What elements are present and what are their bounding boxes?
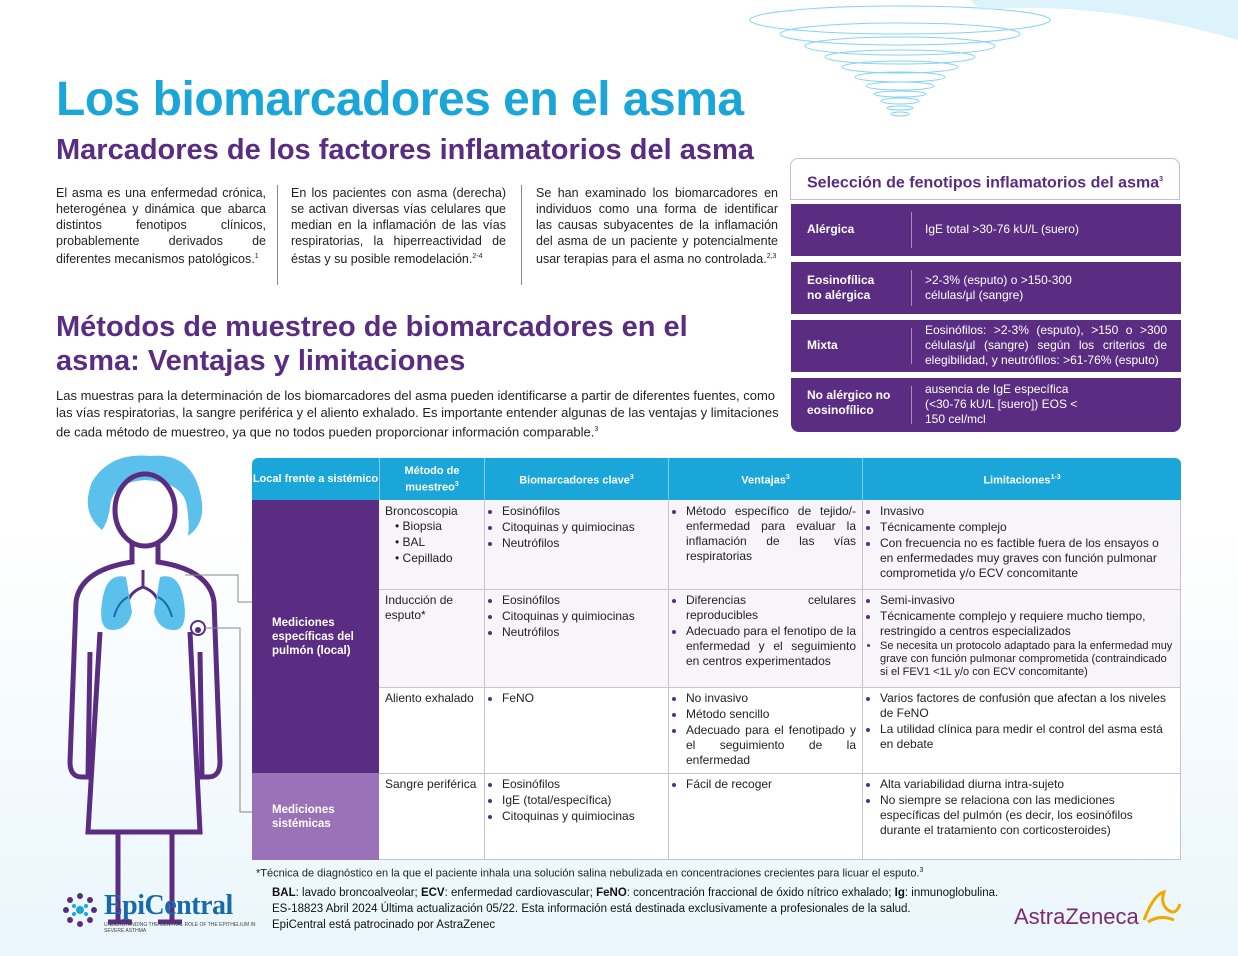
biomarker-item: • Eosinófilos	[502, 777, 662, 792]
table-header	[668, 458, 862, 500]
column-divider	[521, 185, 522, 285]
body-silhouette-icon	[40, 452, 265, 932]
phenotype-row	[791, 320, 1181, 372]
intro-column-3-text: Se han examinado los biomarcadores en individuos como una forma de identificar las causas subyacentes de la inflamación del asma de un paciente y potencialmente usar terapias para el asma no controlada.	[536, 186, 778, 267]
epicentral-name: EpiCentral	[104, 890, 233, 921]
grid-line	[379, 589, 1181, 590]
header-label: Limitaciones	[983, 474, 1051, 487]
ref: 1-3	[1050, 473, 1061, 481]
limitation-item: • Semi-invasivo	[880, 593, 1175, 608]
method-item: • Biopsia	[395, 519, 442, 533]
phenotype-panel-header	[790, 158, 1180, 200]
table-header	[862, 458, 1181, 500]
group-label: Mediciones sistémicas	[272, 803, 335, 830]
limitation-item: • No siempre se relaciona con las mediciones específicas del pulmón (es decir, los eosinófilos durante el tratamiento con corticosteroides)	[880, 793, 1175, 838]
section-title-markers: Marcadores de los factores inflamatorios del asma	[56, 134, 754, 166]
method-cell	[379, 773, 484, 860]
biomarkers-cell	[484, 500, 668, 589]
method-name: Aliento exhalado	[385, 691, 474, 705]
intro-column-3	[536, 185, 778, 267]
grid-line	[379, 859, 1181, 860]
ref: 3	[1159, 176, 1163, 183]
phenotype-divider	[911, 270, 912, 306]
phenotype-row	[791, 262, 1181, 314]
abbrev-def: concentración fraccional de óxido nítrico exhalado;	[633, 887, 895, 899]
biomarker-item: • Neutrófilos	[502, 536, 662, 551]
phenotype-divider	[911, 212, 912, 248]
abbrev-term: ECV	[420, 887, 445, 899]
header-text	[741, 471, 790, 488]
astrazeneca-mark-icon	[1140, 890, 1182, 926]
sponsor-line: EpiCentral está patrocinado por AstraZenec	[272, 919, 496, 931]
group-label: Mediciones específicas del pulmón (local)	[272, 616, 354, 657]
limitation-item: • Técnicamente complejo y requiere mucho tiempo, restringido a centros especializados	[880, 609, 1175, 639]
phenotype-value: >2-3% (esputo) o >150-300 células/µl (sangre)	[925, 273, 1072, 302]
phenotype-divider	[911, 328, 912, 364]
limitation-item: • Con frecuencia no es factible fuera de los ensayos o en enfermedades muy graves con función pulmonar comprometida y/o ECV concomitante	[880, 536, 1175, 581]
phenotype-name: Mixta	[807, 338, 838, 352]
column-divider	[277, 185, 278, 285]
header-label: Biomarcadores clave	[519, 474, 630, 487]
limitation-item: • Se necesita un protocolo adaptado para la enfermedad muy grave con función pulmonar comprometida (contraindicado si el FEV1 <1L y/o con ECV concomitante)	[880, 640, 1175, 679]
limitation-item: • Alta variabilidad diurna intra-sujeto	[880, 777, 1175, 792]
limitation-item: • Técnicamente complejo	[880, 520, 1175, 535]
header-text	[519, 471, 634, 488]
header-label: Ventajas	[741, 474, 786, 487]
grid-line	[862, 500, 863, 860]
biomarker-item: • Citoquinas y quimiocinas	[502, 809, 662, 824]
phenotype-name: Eosinofílica no alérgica	[807, 273, 875, 302]
ref: 1	[254, 253, 259, 260]
footnote-text: *Técnica de diagnóstico en la que el paciente inhala una solución salina nebulizada en concentraciones crecientes para licuar el esputo.	[256, 867, 920, 880]
method-cell	[379, 687, 484, 773]
footnote	[256, 867, 923, 880]
method-item-text: Biopsia	[402, 519, 442, 533]
ref: 3	[785, 473, 790, 481]
epicentral-dots-icon	[60, 890, 100, 930]
group-local	[252, 500, 379, 773]
biomarkers-cell	[484, 687, 668, 773]
phenotype-value: Eosinófilos: >2-3% (esputo), >150 o >300 células/µl (sangre) según los criterios de elegibilidad, y neutrófilos: >61-76% (esputo)	[925, 323, 1167, 367]
method-item-text: Cepillado	[402, 551, 453, 565]
abbrev-def: lavado broncoalveolar;	[302, 887, 421, 899]
intro-column-2	[291, 185, 506, 267]
table-header	[379, 458, 484, 500]
ref: 2-4	[472, 253, 483, 260]
method-item: • Cepillado	[395, 551, 453, 565]
abbreviations: BAL: lavado broncoalveolar; ECV: enfermedad cardiovascular; FeNO: concentración fraccional de óxido nítrico exhalado; Ig: inmunoglobulina.	[272, 887, 999, 899]
advantages-cell	[668, 773, 862, 860]
phenotype-name: No alérgico no eosinofílico	[807, 388, 891, 417]
abbrev-term: Ig	[894, 887, 905, 899]
methods-intro	[56, 387, 781, 440]
limitations-cell	[862, 500, 1181, 589]
page-title: Los biomarcadores en el asma	[56, 73, 744, 126]
phenotype-title-text: Selección de fenotipos inflamatorios del asma	[807, 174, 1160, 192]
biomarker-item: • Citoquinas y quimiocinas	[502, 609, 662, 624]
methods-table	[252, 458, 1181, 860]
intro-column-1	[56, 185, 266, 267]
grid-line	[379, 687, 1181, 688]
limitations-cell	[862, 773, 1181, 860]
method-name: Sangre periférica	[385, 777, 477, 791]
phenotype-row	[791, 204, 1181, 256]
intro-column-2-text: En los pacientes con asma (derecha) se activan diversas vías celulares que median en la inflamación de las vías respiratorias, la hiperreactividad de éstas y su posible remodelación.	[291, 186, 506, 267]
swirl-graphic	[720, 0, 1238, 150]
method-cell	[379, 589, 484, 687]
phenotype-value: IgE total >30-76 kU/L (suero)	[925, 222, 1079, 236]
limitations-cell	[862, 687, 1181, 773]
biomarker-item: • Neutrófilos	[502, 625, 662, 640]
biomarkers-cell	[484, 589, 668, 687]
advantage-item: • Diferencias celulares reproducibles	[686, 593, 856, 623]
abbrev-term: FeNO	[596, 887, 627, 899]
ref: 3	[919, 867, 924, 874]
phenotype-row	[791, 378, 1181, 432]
table-header	[484, 458, 668, 500]
biomarker-item: • Eosinófilos	[502, 504, 662, 519]
ref: 3	[594, 426, 599, 433]
method-name: Inducción de esputo*	[385, 593, 454, 622]
phenotype-name: Alérgica	[807, 222, 855, 236]
epicentral-logo	[60, 890, 260, 934]
method-item: • BAL	[395, 535, 426, 549]
ref: 2,3	[766, 253, 777, 260]
grid-line	[668, 500, 669, 860]
grid-line	[379, 773, 1181, 774]
header-label: Método de muestreo	[404, 464, 460, 494]
document-code: ES-18823 Abril 2024 Última actualización 05/22. Esta información está destinada exclusivamente a profesionales de la salud.	[272, 903, 911, 915]
advantage-item: • No invasivo	[686, 691, 856, 706]
advantages-cell	[668, 500, 862, 589]
astrazeneca-logo: AstraZeneca	[1014, 904, 1139, 929]
method-item-text: BAL	[402, 535, 426, 549]
limitations-cell	[862, 589, 1181, 687]
grid-line	[1180, 500, 1181, 860]
phenotype-divider	[911, 386, 912, 424]
limitation-item: • Varios factores de confusión que afectan a los niveles de FeNO	[880, 691, 1175, 721]
header-text	[380, 464, 484, 495]
advantage-item: • Método sencillo	[686, 707, 856, 722]
advantages-cell	[668, 687, 862, 773]
method-cell	[379, 500, 484, 589]
header-text	[983, 471, 1060, 488]
phenotype-panel-title	[791, 159, 1179, 204]
abbrev-def: enfermedad cardiovascular;	[451, 887, 597, 899]
advantage-item: • Fácil de recoger	[686, 777, 856, 792]
epicentral-tagline: UNDERSTANDING THE CENTRAL ROLE OF THE EPITHELIUM IN SEVERE ASTHMA	[104, 922, 256, 934]
abbrev-def: inmunoglobulina.	[911, 887, 999, 899]
methods-intro-text: Las muestras para la determinación de los biomarcadores del asma pueden identificarse a partir de diferentes fuentes, como las vías respiratorias, la sangre periférica y el aliento exhalado. Es importante entender algunas de las ventajas y limitaciones de cada método de muestreo, ya que no todos pueden proporcionar información comparable.	[56, 388, 779, 440]
advantage-item: • Adecuado para el fenotipo de la enfermedad y el seguimiento en centros experimentados	[686, 624, 856, 669]
advantage-item: • Adecuado para el fenotipado y el seguimiento de la enfermedad	[686, 723, 856, 768]
header-text: Local frente a sistémico	[252, 473, 379, 485]
method-name: Broncoscopia	[385, 504, 458, 518]
biomarker-item: • FeNO	[502, 691, 662, 706]
advantage-item: • Método específico de tejido/-enfermedad para evaluar la inflamación de las vías respiratorias	[686, 504, 856, 564]
intro-column-1-text: El asma es una enfermedad crónica, heterogénea y dinámica que abarca distintos fenotipos clínicos, probablemente derivados de diferentes mecanismos patológicos.	[56, 186, 266, 267]
table-header	[252, 458, 379, 500]
advantages-cell	[668, 589, 862, 687]
biomarker-item: • Citoquinas y quimiocinas	[502, 520, 662, 535]
section-title-methods: Métodos de muestreo de biomarcadores en el asma: Ventajas y limitaciones	[56, 311, 688, 377]
abbrev-term: BAL	[272, 887, 296, 899]
phenotype-value: ausencia de IgE específica (<30-76 kU/L [suero]) EOS < 150 cel/mcl	[925, 382, 1078, 426]
limitation-item: • La utilidad clínica para medir el control del asma está en debate	[880, 722, 1175, 752]
limitation-item: • Invasivo	[880, 504, 1175, 519]
biomarkers-cell	[484, 773, 668, 860]
group-systemic	[252, 773, 379, 860]
biomarker-item: • Eosinófilos	[502, 593, 662, 608]
grid-line	[484, 500, 485, 860]
ref: 3	[629, 473, 634, 481]
ref: 3	[454, 480, 459, 488]
biomarker-item: • IgE (total/específica)	[502, 793, 662, 808]
